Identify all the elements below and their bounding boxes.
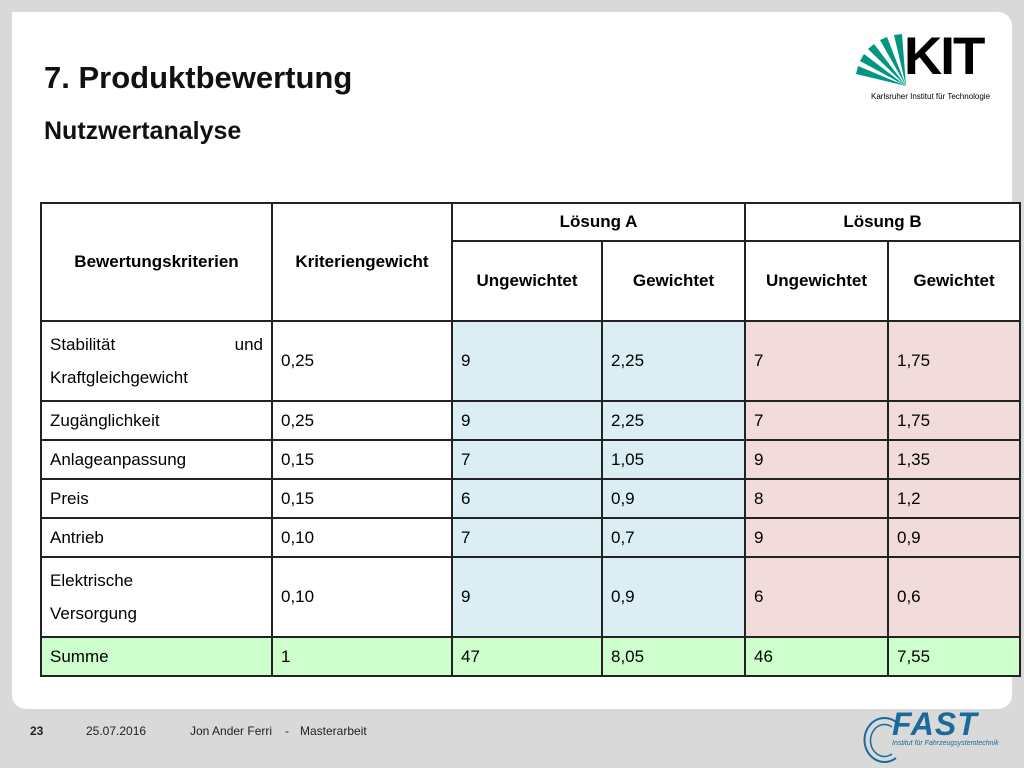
cell-weight: 0,10 — [272, 557, 452, 637]
cell-a-unweighted: 7 — [452, 440, 602, 479]
cell-criterion — [41, 557, 272, 637]
table-row — [41, 321, 1020, 401]
footer-author: Jon Ander Ferri — [190, 724, 273, 738]
cell-b-weighted: 7,55 — [888, 637, 1020, 676]
cell-criterion: Summe — [41, 637, 272, 676]
cell-weight: 0,25 — [272, 321, 452, 401]
footer-date: 25.07.2016 — [86, 724, 147, 738]
table-row — [41, 401, 1020, 440]
kit-wordmark: KIT — [904, 27, 984, 86]
cell-a-weighted: 0,7 — [602, 518, 745, 557]
criterion-word: Elektrische — [50, 571, 134, 590]
sum-row — [41, 637, 1020, 676]
cell-b-weighted: 1,75 — [888, 321, 1020, 401]
kit-logo — [854, 27, 994, 116]
table-row — [41, 518, 1020, 557]
header-a-unweighted: Ungewichtet — [452, 241, 602, 321]
cell-b-unweighted: 9 — [745, 518, 888, 557]
cell-b-weighted: 0,9 — [888, 518, 1020, 557]
cell-b-weighted: 0,6 — [888, 557, 1020, 637]
cell-criterion — [41, 321, 272, 401]
cell-weight: 0,15 — [272, 440, 452, 479]
header-a-weighted: Gewichtet — [602, 241, 745, 321]
fast-wordmark: FAST — [892, 706, 978, 742]
cell-b-unweighted: 46 — [745, 637, 888, 676]
cell-b-unweighted: 9 — [745, 440, 888, 479]
page-title: 7. Produktbewertung — [44, 60, 353, 95]
table-row — [41, 557, 1020, 637]
kit-subtitle: Karlsruher Institut für Technologie — [871, 92, 991, 101]
cell-b-unweighted: 8 — [745, 479, 888, 518]
cell-a-weighted: 0,9 — [602, 479, 745, 518]
cell-b-unweighted: 6 — [745, 557, 888, 637]
cell-a-unweighted: 6 — [452, 479, 602, 518]
cell-a-unweighted: 9 — [452, 401, 602, 440]
cell-weight: 1 — [272, 637, 452, 676]
cell-b-unweighted: 7 — [745, 321, 888, 401]
cell-a-unweighted: 9 — [452, 557, 602, 637]
cell-criterion: Zugänglichkeit — [41, 401, 272, 440]
page-number: 23 — [30, 724, 44, 738]
cell-a-unweighted: 9 — [452, 321, 602, 401]
cell-criterion: Anlageanpassung — [41, 440, 272, 479]
header-weight: Kriteriengewicht — [272, 203, 452, 321]
table-row — [41, 479, 1020, 518]
cell-b-weighted: 1,75 — [888, 401, 1020, 440]
footer-separator: - — [285, 724, 289, 738]
header-b-unweighted: Ungewichtet — [745, 241, 888, 321]
cell-weight: 0,10 — [272, 518, 452, 557]
cell-a-weighted: 0,9 — [602, 557, 745, 637]
criterion-word: Kraftgleichgewicht — [50, 368, 188, 387]
cell-a-weighted: 2,25 — [602, 321, 745, 401]
page-subtitle: Nutzwertanalyse — [44, 117, 242, 145]
criterion-word: Stabilität — [50, 335, 116, 354]
header-solution-b: Lösung B — [745, 203, 1020, 241]
table-header-row — [41, 203, 1020, 241]
kit-fan-icon — [854, 34, 908, 88]
cell-criterion: Antrieb — [41, 518, 272, 557]
cell-a-weighted: 1,05 — [602, 440, 745, 479]
cell-b-weighted: 1,35 — [888, 440, 1020, 479]
cell-criterion: Preis — [41, 479, 272, 518]
fast-logo — [862, 706, 999, 766]
slide — [12, 12, 1012, 709]
cell-b-weighted: 1,2 — [888, 479, 1020, 518]
cell-a-weighted: 2,25 — [602, 401, 745, 440]
criterion-word: und — [234, 335, 263, 354]
cell-weight: 0,25 — [272, 401, 452, 440]
evaluation-table — [40, 202, 1021, 677]
header-solution-a: Lösung A — [452, 203, 745, 241]
cell-a-unweighted: 7 — [452, 518, 602, 557]
header-b-weighted: Gewichtet — [888, 241, 1020, 321]
fast-subtitle: Institut für Fahrzeugsystemtechnik — [892, 740, 999, 747]
cell-a-unweighted: 47 — [452, 637, 602, 676]
cell-weight: 0,15 — [272, 479, 452, 518]
footer-doc-type: Masterarbeit — [300, 724, 367, 738]
header-criteria: Bewertungskriterien — [41, 203, 272, 321]
criterion-word: Versorgung — [50, 604, 137, 623]
cell-a-weighted: 8,05 — [602, 637, 745, 676]
table-row — [41, 440, 1020, 479]
cell-b-unweighted: 7 — [745, 401, 888, 440]
